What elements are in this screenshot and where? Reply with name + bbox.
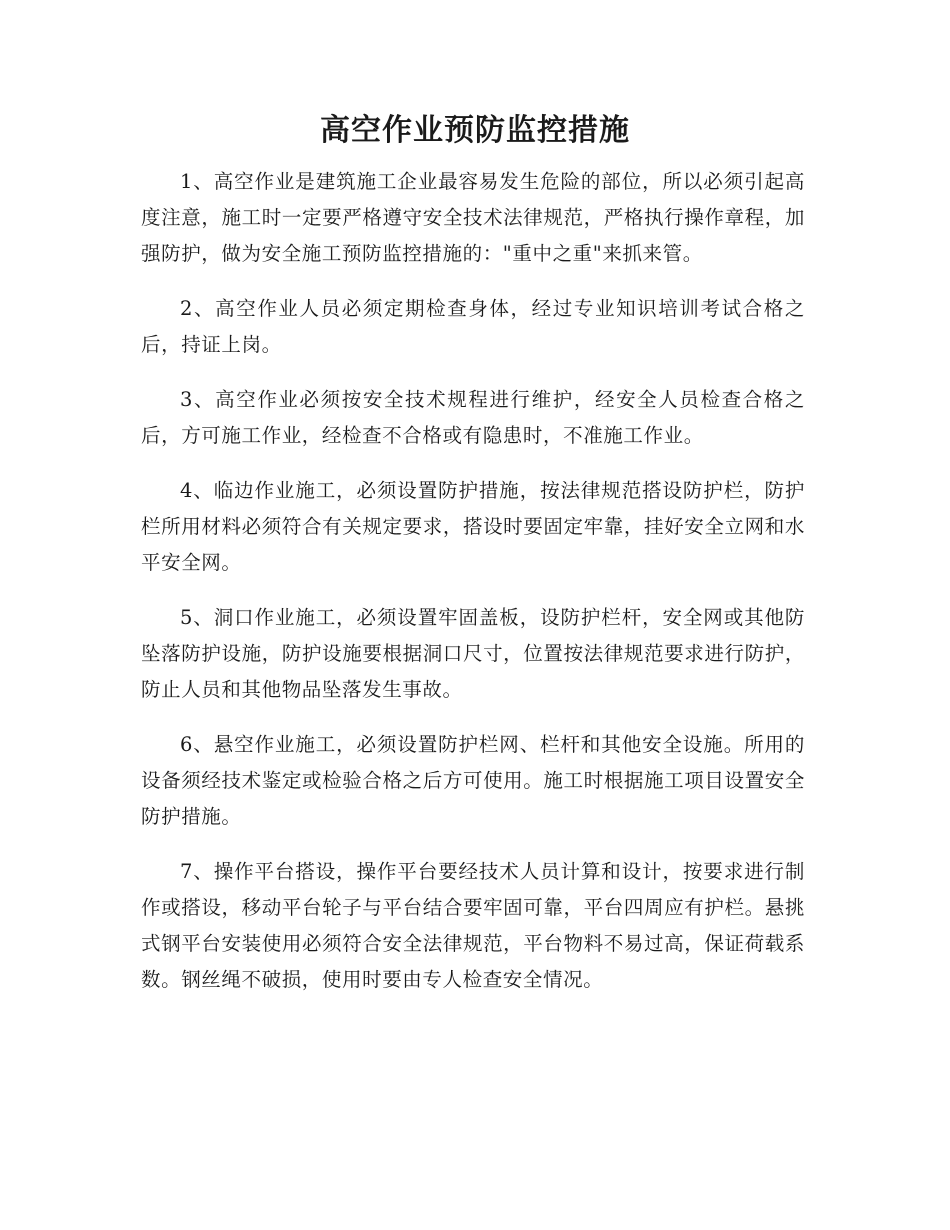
document-title: 高空作业预防监控措施	[320, 113, 630, 148]
paragraph-4: 4、临边作业施工，必须设置防护措施，按法律规范搭设防护栏，防护栏所用材料必须符合有关规定要求，搭设时要固定牢靠，挂好安全立网和水平安全网。	[141, 479, 805, 574]
paragraph-7: 7、操作平台搭设，操作平台要经技术人员计算和设计，按要求进行制作或搭设，移动平台轮子与平台结合要牢固可靠，平台四周应有护栏。悬挑式钢平台安装使用必须符合安全法律规范，平台物料不易过高，保证荷载系数。钢丝绳不破损，使用时要由专人检查安全情况。	[141, 860, 805, 991]
paragraph-2: 2、高空作业人员必须定期检查身体，经过专业知识培训考试合格之后，持证上岗。	[141, 297, 805, 356]
document-body	[141, 164, 805, 1017]
paragraph-5: 5、洞口作业施工，必须设置牢固盖板，设防护栏杆，安全网或其他防坠落防护设施，防护设施要根据洞口尺寸，位置按法律规范要求进行防护，防止人员和其他物品坠落发生事故。	[141, 606, 805, 701]
paragraph-1: 1、高空作业是建筑施工企业最容易发生危险的部位，所以必须引起高度注意，施工时一定要严格遵守安全技术法律规范，严格执行操作章程，加强防护，做为安全施工预防监控措施的："重中之重"来抓来管。	[141, 170, 805, 265]
paragraph-3: 3、高空作业必须按安全技术规程进行维护，经安全人员检查合格之后，方可施工作业，经检查不合格或有隐患时，不准施工作业。	[141, 388, 805, 447]
paragraph-6: 6、悬空作业施工，必须设置防护栏网、栏杆和其他安全设施。所用的设备须经技术鉴定或检验合格之后方可使用。施工时根据施工项目设置安全防护措施。	[141, 733, 805, 828]
